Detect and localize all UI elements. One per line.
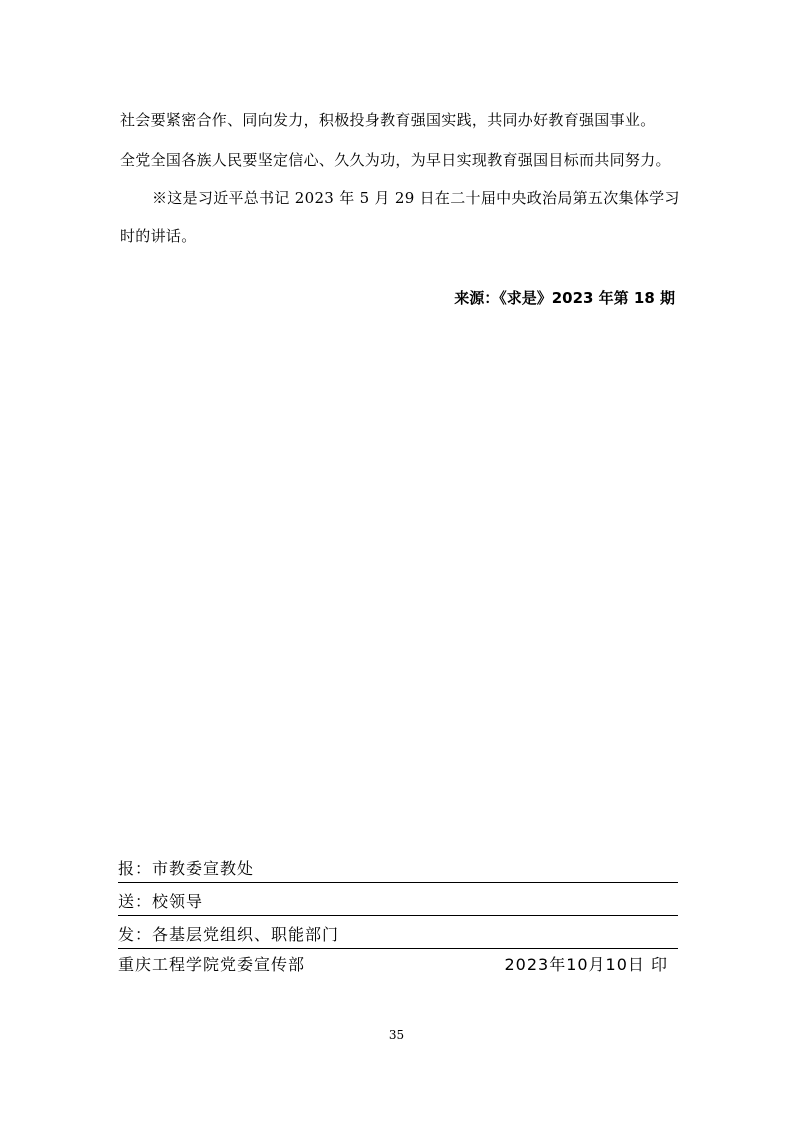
source-citation: 来源：《求是》2023 年第 18 期: [454, 289, 675, 307]
distribution-report-text: 报：市教委宣教处: [118, 859, 255, 878]
distribution-send-row: [118, 889, 678, 916]
distribution-send-text: 送：校领导: [118, 892, 204, 911]
body-text-line: 全党全国各族人民要坚定信心、久久为功，为早日实现教育强国目标而共同努力。: [120, 151, 671, 169]
distribution-report-row: [118, 856, 678, 883]
speech-note-line: 时的讲话。: [120, 227, 197, 245]
speech-note-line: ※这是习近平总书记 2023 年 5 月 29 日在二十届中央政治局第五次集体学习: [152, 189, 680, 207]
issuer-row: [118, 952, 678, 978]
page-number: 35: [388, 1028, 405, 1042]
body-text-line: 社会要紧密合作、同向发力，积极投身教育强国实践，共同办好教育强国事业。: [120, 111, 656, 129]
distribution-issue-text: 发：各基层党组织、职能部门: [118, 925, 340, 944]
print-date: 2023年10月10日 印: [504, 955, 668, 974]
distribution-issue-row: [118, 922, 678, 949]
issuer-name: 重庆工程学院党委宣传部: [118, 955, 306, 974]
